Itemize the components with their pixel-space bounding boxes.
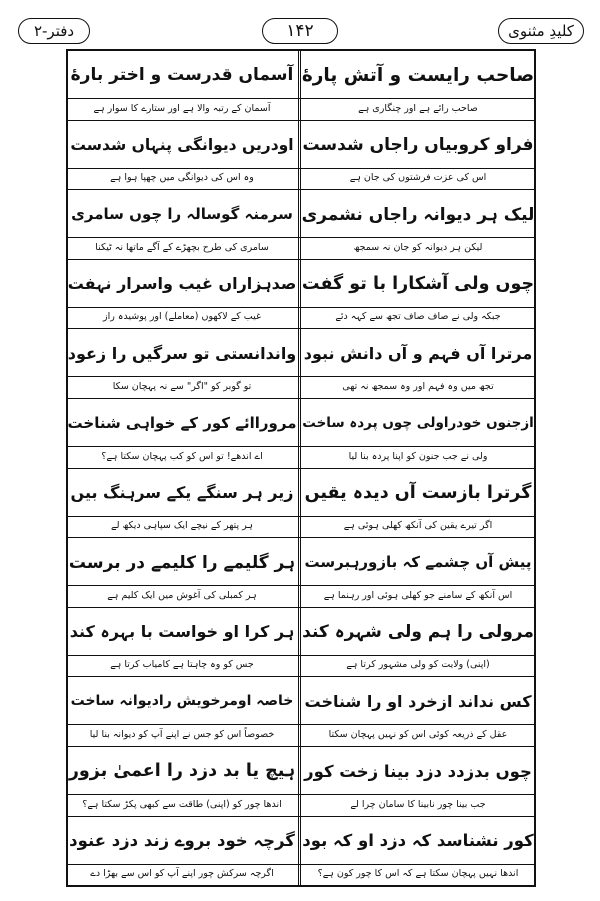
verse-right: لیک ہر دیوانہ راجاں نشمری xyxy=(301,204,535,225)
verse-separator xyxy=(66,446,536,447)
translation-left: جس کو وہ چاہتا ہے کامیاب کرتا ہے xyxy=(110,659,254,671)
row-separator xyxy=(66,259,536,260)
verse-separator xyxy=(66,516,536,517)
verse-right: پیش آں چشمے کہ بازورہبرست xyxy=(304,553,532,572)
verse-left: صدہزاراں غیب واسرار نہفت xyxy=(67,274,297,294)
translation-left: اگرچہ سرکش چور اپنے آپ کو اس سے بھڑا دے xyxy=(90,868,274,880)
verse-separator xyxy=(66,307,536,308)
translation-right: صاحب رائے ہے اور چنگاری ہے xyxy=(358,102,478,114)
translation-left: اے اندھے! تو اس کو کب پہچان سکتا ہے؟ xyxy=(101,450,263,462)
verse-separator xyxy=(66,724,536,725)
verse-right: ازجنوں خودراولی چوں پردہ ساخت xyxy=(302,415,534,431)
verse-left: مروراائے کور کے خواہی شناخت xyxy=(67,414,297,432)
row-separator xyxy=(66,328,536,329)
translation-left: ہر پتھر کے نیچے ایک سپاہی دیکھ لے xyxy=(111,520,253,532)
verse-separator xyxy=(66,98,536,99)
row-separator xyxy=(66,189,536,190)
translation-left: غیب کے لاکھوں (معاملے) اور پوشیدہ راز xyxy=(103,311,261,323)
verse-left: آسماں قدرست و اختر بارهٔ xyxy=(70,65,294,85)
translation-left: سامری کی طرح بچھڑے کے آگے ماتھا نہ ٹیکنا xyxy=(95,241,269,253)
verse-separator xyxy=(66,168,536,169)
row-separator xyxy=(66,468,536,469)
row-separator xyxy=(66,398,536,399)
verse-right: چوں ولی آشکارا با تو گفت xyxy=(301,273,535,294)
translation-left: آسمان کے رتبہ والا ہے اور ستارے کا سوار ہے xyxy=(93,102,271,114)
verse-right: کس نداند ازخرد او را شناخت xyxy=(304,691,532,711)
row-separator xyxy=(66,676,536,677)
verse-separator xyxy=(66,794,536,795)
translation-right: تجھ میں وہ فہم اور وہ سمجھ نہ تھی xyxy=(342,380,494,392)
row-separator xyxy=(66,746,536,747)
verse-separator xyxy=(66,376,536,377)
translation-right: اندھا نہیں پہچان سکتا ہے کہ اس کا چور کون ہے؟ xyxy=(317,868,519,880)
row-separator xyxy=(66,120,536,121)
verse-right: مرترا آں فہم و آں دانش نبود xyxy=(303,343,533,363)
row-separator xyxy=(66,816,536,817)
translation-right: عقل کے ذریعہ کوئی اس کو نہیں پہچان سکتا xyxy=(328,728,508,740)
verse-right: صاحب رایست و آتش پارهٔ xyxy=(301,64,535,86)
translation-left: ہر کمبلی کی آغوش میں ایک کلیم ہے xyxy=(107,589,257,601)
verse-right: کور نشناسد کہ دزد او کہ بود xyxy=(302,831,534,851)
book-title: کلیدِ مثنوی xyxy=(498,18,584,44)
translation-right: لیکن ہر دیوانہ کو جان نہ سمجھ xyxy=(353,241,483,253)
translation-right: اگر تیرے یقین کی آنکھ کھلی ہوئی ہے xyxy=(343,520,493,532)
verse-separator xyxy=(66,237,536,238)
verse-separator xyxy=(66,655,536,656)
translation-right: اس آنکھ کے سامنے جو کھلی ہوئی اور رہنما ہے xyxy=(323,589,513,601)
verse-left: سرمنہ گوسالہ را چوں سامری xyxy=(71,205,293,224)
verse-left: ہر کرا او خواست با بہرہ کند xyxy=(69,622,295,642)
verse-left: اودریں دیوانگی پنہاں شدست xyxy=(70,135,294,154)
verse-left: ہیچ یا بد دزد را اعمیٰ بزور xyxy=(68,761,296,781)
verse-left: خاصہ اومرخویش رادیوانہ ساخت xyxy=(70,693,294,710)
translation-left: تو گوبر کو "اگر" سے نہ پہچان سکا xyxy=(112,380,252,392)
verse-right: چوں بدزدد دزد بینا زخت کور xyxy=(304,761,532,781)
translation-left: وہ اس کی دیوانگی میں چھپا ہوا ہے xyxy=(110,172,254,184)
row-separator xyxy=(66,537,536,538)
verse-right: فراو کروبیاں راجاں شدست xyxy=(302,134,534,155)
translation-left: خصوصاً اس کو جس نے اپنے آپ کو دیوانہ بنا لیا xyxy=(89,728,275,740)
translation-right: اس کی عزت فرشتوں کی جان ہے xyxy=(349,172,487,184)
verse-left: ہر گلیمے را کلیمے در برست xyxy=(68,552,296,573)
translation-left: اندھا چور کو (اپنی) طاقت سے کبھی پکڑ سکتا ہے؟ xyxy=(82,798,282,810)
volume-label: دفتر-۲ xyxy=(18,18,90,44)
translation-right: جب بینا چور نابینا کا سامان چرا لے xyxy=(350,798,486,810)
verse-left: واندانستی تو سرگیں را زعود xyxy=(67,343,297,363)
translation-right: (اپنی) ولایت کو ولی مشہور کرتا ہے xyxy=(346,659,490,671)
verse-left: زیر ہر سنگے یکے سرہنگ بیں xyxy=(70,483,294,503)
verse-separator xyxy=(66,864,536,865)
translation-right: جبکہ ولی نے صاف صاف تجھ سے کہہ دئے xyxy=(335,311,501,323)
verse-right: مرولی را ہم ولی شہرہ کند xyxy=(302,622,534,643)
verse-right: گرترا بازست آں دیدہ یقیں xyxy=(304,482,532,503)
translation-right: ولی نے جب جنون کو اپنا پردہ بنا لیا xyxy=(348,450,488,462)
verse-left: گرچہ خود بروے زند دزد عنود xyxy=(69,831,295,851)
verse-separator xyxy=(66,585,536,586)
row-separator xyxy=(66,607,536,608)
page-number: ۱۴۲ xyxy=(262,18,338,44)
